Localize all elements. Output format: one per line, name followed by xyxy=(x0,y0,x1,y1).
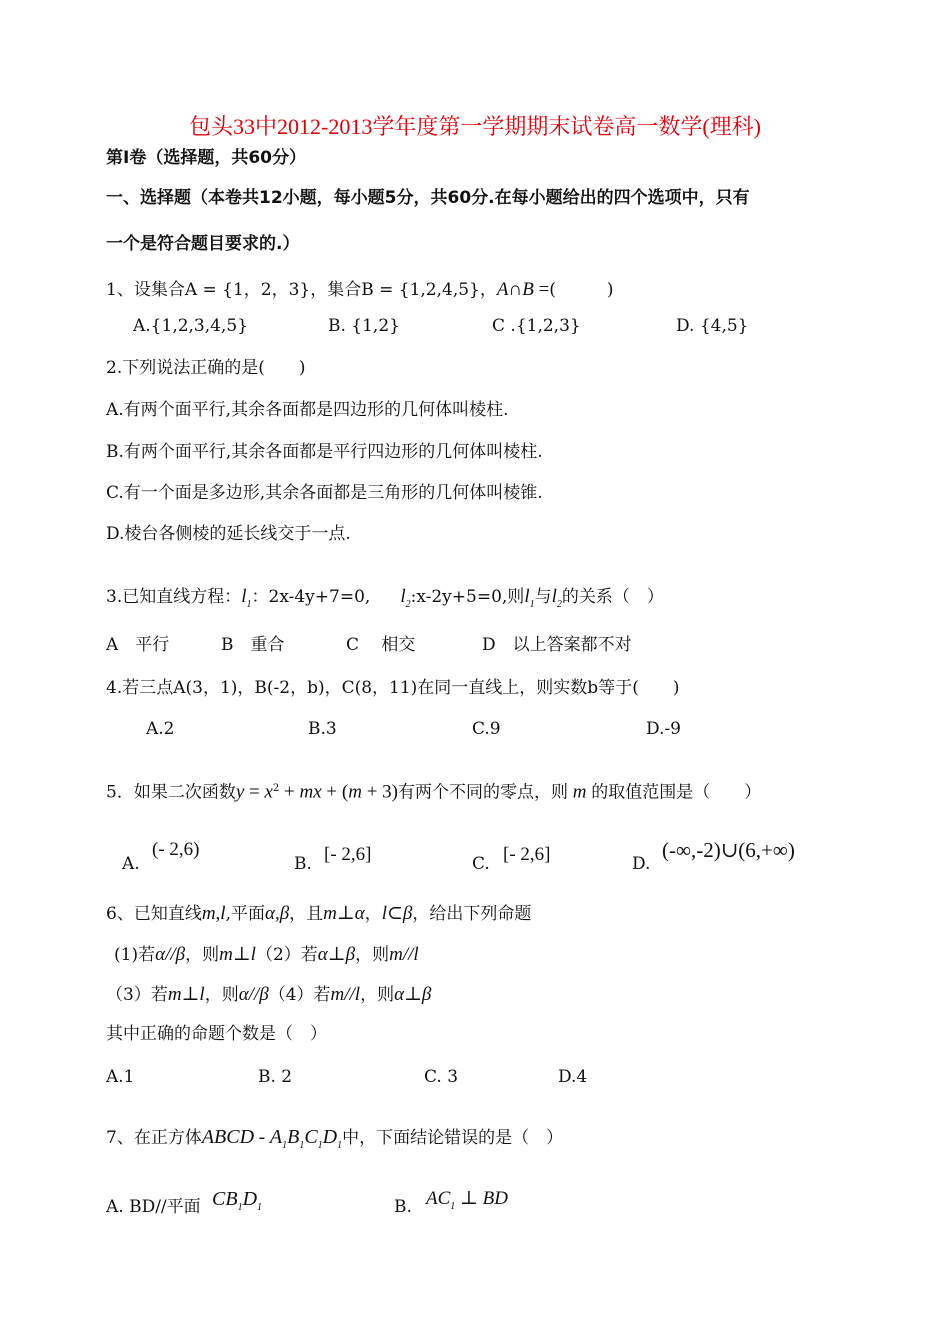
question-5-option-a: A. xyxy=(122,854,140,874)
question-7-option-a: A. BD//平面 xyxy=(106,1197,201,1217)
question-1-option-b: B. {1,2} xyxy=(328,316,400,336)
question-6-propositions-1-2: (1)若α//β，则m⊥l（2）若α⊥β，则m//l xyxy=(114,944,419,965)
question-5-text-a: 5．如果二次函数 xyxy=(106,782,236,803)
section-heading: 第Ⅰ卷（选择题，共60分） xyxy=(106,148,306,168)
question-6-text-e: ，给出下列命题 xyxy=(412,904,532,924)
math-cube: ABCD xyxy=(201,1126,255,1148)
question-5-option-c: C. xyxy=(472,854,490,874)
question-6-option-d: D.4 xyxy=(558,1067,588,1087)
part1-instructions-line1: 一、选择题（本卷共12小题，每小题5分，共60分.在每小题给出的四个选项中，只有 xyxy=(106,188,750,208)
question-5-option-c-math: [- 2,6] xyxy=(503,844,551,865)
question-5-option-d-math: (-∞,-2)∪(6,+∞) xyxy=(662,838,795,862)
question-4-stem: 4.若三点A(3，1)，B(-2，b)，C(8，11)在同一直线上，则实数b等于( ) xyxy=(106,678,680,698)
question-1-option-d: D. {4,5} xyxy=(676,316,749,336)
question-2-option-b: B.有两个面平行,其余各面都是平行四边形的几何体叫棱柱. xyxy=(106,442,543,462)
question-6-option-b: B. 2 xyxy=(258,1067,293,1087)
question-4-option-c: C.9 xyxy=(472,719,501,739)
math-l-subset-beta: l⊂β xyxy=(381,903,413,924)
math-quadratic-function: y xyxy=(235,781,245,803)
question-3-text-c: :x-2y+5=0,则 xyxy=(410,587,525,607)
math-l1-ref: $l_1$ xyxy=(524,586,535,610)
question-3-text-b: ：2x-4y+7=0, xyxy=(251,587,371,607)
question-1-option-a: A.{1,2,3,4,5} xyxy=(133,316,249,336)
math-a-intersect-b: A∩B xyxy=(496,279,534,300)
question-3-option-b: B 重合 xyxy=(221,635,285,655)
question-3-option-c: C 相交 xyxy=(346,635,416,655)
question-5-option-a-math: (- 2,6) xyxy=(152,839,200,860)
question-3-text-d: 与 xyxy=(534,587,552,607)
question-6-option-c: C. 3 xyxy=(424,1067,459,1087)
question-7-text-a: 7、在正方体 xyxy=(106,1128,202,1148)
question-6-stem xyxy=(106,902,531,926)
question-5-option-b: B. xyxy=(294,854,312,874)
question-3-option-d: D 以上答案都不对 xyxy=(482,635,632,655)
math-m: m xyxy=(568,781,592,803)
math-planes: α,β xyxy=(264,903,290,924)
question-2-option-c: C.有一个面是多边形,其余各面都是三角形的几何体叫棱锥. xyxy=(106,483,543,503)
question-1-stem xyxy=(106,278,614,302)
math-m-perp-alpha: m⊥α xyxy=(323,903,365,924)
question-3-text-a: 3.已知直线方程： xyxy=(106,587,242,607)
question-1-option-c: C .{1,2,3} xyxy=(492,316,581,336)
math-l2: $l_2$ xyxy=(400,586,411,610)
question-7-text-b: 中，下面结论错误的是（ ） xyxy=(342,1128,564,1148)
question-7-option-a-math: $CB_1D_1$ xyxy=(212,1188,263,1213)
question-6-propositions-3-4: （3）若m⊥l，则α//β（4）若m//l，则α⊥β xyxy=(106,984,432,1005)
part1-instructions-line2: 一个是符合题目要求的.） xyxy=(106,234,300,254)
question-5-option-d: D. xyxy=(632,854,651,874)
question-7-option-b: B. xyxy=(394,1197,412,1217)
question-3-stem xyxy=(106,585,664,617)
question-5-text-c: 的取值范围是（ ） xyxy=(591,782,762,803)
question-1-text: 1、设集合A = {1，2，3}，集合B = {1,2,4,5}， xyxy=(106,280,497,300)
math-lines-m-l: m,l xyxy=(201,903,226,924)
question-2-stem: 2.下列说法正确的是( ) xyxy=(106,358,306,378)
question-6-text-d: ， xyxy=(364,904,382,924)
question-3-text-e: 的关系（ ） xyxy=(561,587,664,607)
question-3-option-a: A 平行 xyxy=(106,635,170,655)
question-5-stem: 5．如果二次函数$y = x^2$ + mx + (m + 3)有两个不同的零点，则 m 的取值范围是（ ） xyxy=(106,781,762,803)
question-6-text-b: ,平面 xyxy=(225,904,265,924)
question-1-answer-blank: ( ) xyxy=(549,280,614,300)
question-7-stem: 7、在正方体ABCD - $A_1B_1C_1D_1$中，下面结论错误的是（ ） xyxy=(106,1126,564,1151)
question-6-text-a: 6、已知直线 xyxy=(106,904,202,924)
question-4-option-b: B.3 xyxy=(308,719,337,739)
exam-title: 包头33中2012-2013学年度第一学期期末试卷高一数学(理科) xyxy=(189,114,761,139)
math-l2-ref: $l_2$ xyxy=(551,586,562,610)
question-5-text-b: 有两个不同的零点，则 xyxy=(398,782,568,803)
question-2-option-a: A.有两个面平行,其余各面都是四边形的几何体叫棱柱. xyxy=(106,400,509,420)
question-2-option-d: D.棱台各侧棱的延长线交于一点. xyxy=(106,524,351,544)
question-4-option-d: D.-9 xyxy=(646,719,681,739)
question-6-summary: 其中正确的命题个数是（ ） xyxy=(106,1024,327,1044)
question-7-option-b-math: $AC_1$ ⊥ BD xyxy=(426,1188,508,1212)
math-equals: = xyxy=(533,279,550,300)
question-6-text-c: ，且 xyxy=(289,904,324,924)
question-5-option-b-math: [- 2,6] xyxy=(324,844,372,865)
question-4-option-a: A.2 xyxy=(146,719,175,739)
question-6-option-a: A.1 xyxy=(106,1067,135,1087)
math-l1: $l_1$ xyxy=(241,586,252,610)
